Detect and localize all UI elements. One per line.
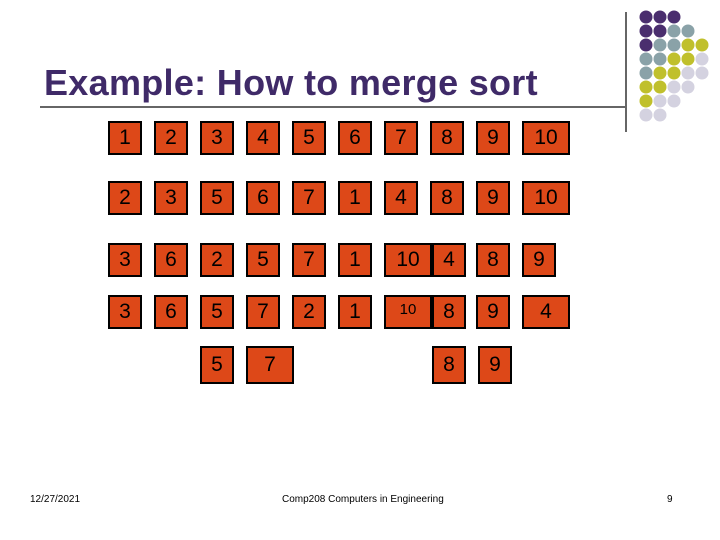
array-cell: 2 bbox=[154, 121, 188, 155]
array-cell: 1 bbox=[338, 295, 372, 329]
array-cell: 8 bbox=[430, 181, 464, 215]
dot bbox=[696, 53, 709, 66]
slide-date: 12/27/2021 bbox=[30, 494, 81, 505]
array-cell: 10 bbox=[522, 121, 570, 155]
array-cell: 2 bbox=[108, 181, 142, 215]
dot bbox=[668, 25, 681, 38]
array-cell: 7 bbox=[292, 243, 326, 277]
array-cell: 3 bbox=[200, 121, 234, 155]
array-cell: 2 bbox=[200, 243, 234, 277]
dot bbox=[654, 67, 667, 80]
array-cell: 5 bbox=[292, 121, 326, 155]
decorative-dot-grid bbox=[0, 0, 720, 140]
array-cell: 9 bbox=[476, 121, 510, 155]
array-cell: 7 bbox=[384, 121, 418, 155]
array-cell: 3 bbox=[154, 181, 188, 215]
array-cell: 6 bbox=[154, 243, 188, 277]
dot bbox=[654, 39, 667, 52]
dot bbox=[640, 95, 653, 108]
slide-page-number: 9 bbox=[667, 494, 673, 505]
array-cell: 4 bbox=[522, 295, 570, 329]
dot bbox=[682, 39, 695, 52]
dot bbox=[654, 11, 667, 24]
array-cell: 7 bbox=[246, 346, 294, 384]
array-cell: 6 bbox=[246, 181, 280, 215]
array-cell: 1 bbox=[338, 243, 372, 277]
dot bbox=[682, 53, 695, 66]
array-cell: 2 bbox=[292, 295, 326, 329]
dot bbox=[682, 81, 695, 94]
array-cell: 6 bbox=[154, 295, 188, 329]
array-cell: 3 bbox=[108, 295, 142, 329]
array-cell: 7 bbox=[246, 295, 280, 329]
dot bbox=[640, 53, 653, 66]
slide-footer-text: Comp208 Computers in Engineering bbox=[282, 494, 444, 505]
dot bbox=[640, 39, 653, 52]
array-cell: 3 bbox=[108, 243, 142, 277]
dot bbox=[668, 39, 681, 52]
array-cell: 4 bbox=[246, 121, 280, 155]
array-cell: 8 bbox=[430, 121, 464, 155]
array-cell: 1 bbox=[108, 121, 142, 155]
dot bbox=[696, 67, 709, 80]
dot bbox=[668, 81, 681, 94]
dot bbox=[654, 53, 667, 66]
array-cell: 5 bbox=[246, 243, 280, 277]
array-cell: 10 bbox=[522, 181, 570, 215]
dot bbox=[640, 81, 653, 94]
dot bbox=[668, 95, 681, 108]
array-cell: 6 bbox=[338, 121, 372, 155]
dot bbox=[654, 25, 667, 38]
array-cell: 7 bbox=[292, 181, 326, 215]
array-cell: 4 bbox=[432, 243, 466, 277]
dot bbox=[654, 95, 667, 108]
array-cell: 10 bbox=[384, 243, 432, 277]
array-cell: 8 bbox=[432, 295, 466, 329]
dot bbox=[640, 25, 653, 38]
array-cell: 5 bbox=[200, 295, 234, 329]
dot bbox=[682, 67, 695, 80]
array-cell: 10 bbox=[384, 295, 432, 329]
dot bbox=[668, 53, 681, 66]
array-cell: 9 bbox=[476, 181, 510, 215]
array-cell: 9 bbox=[478, 346, 512, 384]
dot bbox=[696, 39, 709, 52]
dot bbox=[654, 81, 667, 94]
slide-title: Example: How to merge sort bbox=[44, 62, 538, 103]
dot bbox=[654, 109, 667, 122]
array-cell: 1 bbox=[338, 181, 372, 215]
array-cell: 9 bbox=[522, 243, 556, 277]
dot bbox=[668, 67, 681, 80]
dot bbox=[682, 25, 695, 38]
dot bbox=[668, 11, 681, 24]
dot bbox=[640, 109, 653, 122]
array-cell: 8 bbox=[476, 243, 510, 277]
array-cell: 4 bbox=[384, 181, 418, 215]
array-cell: 5 bbox=[200, 346, 234, 384]
array-cell: 9 bbox=[476, 295, 510, 329]
dot bbox=[640, 11, 653, 24]
array-cell: 8 bbox=[432, 346, 466, 384]
array-cell: 5 bbox=[200, 181, 234, 215]
dot bbox=[640, 67, 653, 80]
